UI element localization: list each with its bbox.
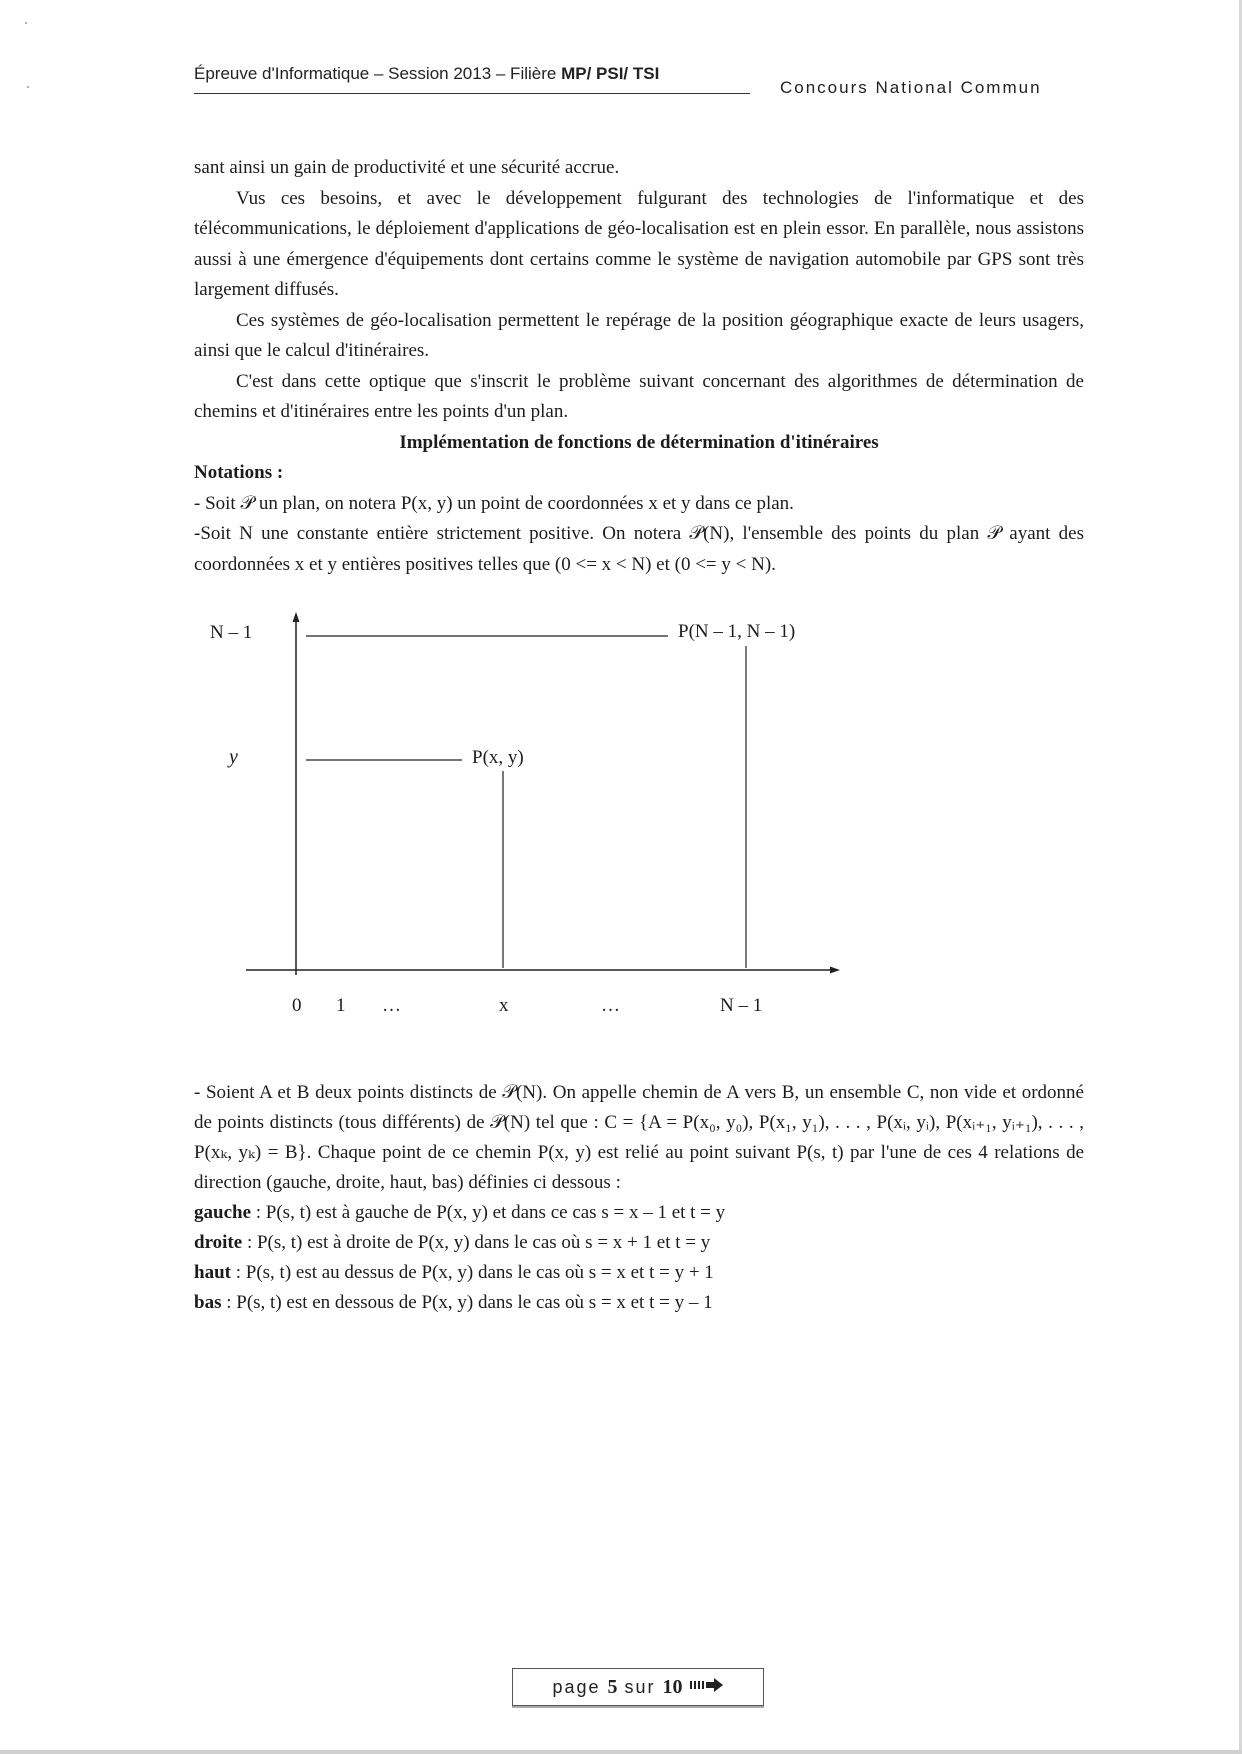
- contest-name: Concours National Commun: [780, 78, 1042, 97]
- x-tick-label: N – 1: [720, 995, 763, 1016]
- relation-label: bas: [194, 1292, 222, 1313]
- total-pages: 10: [662, 1675, 683, 1698]
- notation-grid: -Soit N une constante entière strictement positive. On notera 𝒫(N), l'ensemble des points du plan 𝒫 ayant des coordonnées x et y entières positives telles que (0 <= x < N) et (0 <= y < N).: [194, 523, 1084, 575]
- paragraph: Ces systèmes de géo-localisation permettent le repérage de la position géographique exacte de leurs usagers, ainsi que le calcul d'itinéraires.: [194, 309, 1084, 361]
- point-label-xy: P(x, y): [472, 747, 524, 768]
- paragraph: Vus ces besoins, et avec le développement fulgurant des technologies de l'informatique et des télécommunications, le déploiement d'applications de géo-localisation est en plein essor. En parallèle, nous assistons aussi à une émergence d'équipements dont certains comme le système de navigation automobile par GPS sont très largement diffusés.: [194, 187, 1084, 300]
- y-axis-arrowhead: [293, 612, 300, 622]
- path-definition-text: [194, 1078, 1084, 1318]
- next-page-arrow-icon: [690, 1677, 724, 1698]
- section-title: Implémentation de fonctions de détermination d'itinéraires: [399, 431, 879, 453]
- relation-bas: [194, 1288, 1084, 1318]
- relation-label: droite: [194, 1232, 243, 1253]
- exam-header-streams: MP/ PSI/ TSI: [561, 64, 660, 83]
- relation-text: : P(s, t) est en dessous de P(x, y) dans le cas où s = x et t = y – 1: [221, 1292, 713, 1313]
- x-tick-label: x: [499, 995, 509, 1016]
- relation-text: : P(s, t) est au dessus de P(x, y) dans le cas où s = x et t = y + 1: [230, 1262, 714, 1283]
- paragraph: C'est dans cette optique que s'inscrit le problème suivant concernant des algorithmes de détermination de chemins et d'itinéraires entre les points d'un plan.: [194, 370, 1084, 422]
- of-word: sur: [624, 1676, 656, 1697]
- page-word: page: [552, 1676, 601, 1697]
- relation-text: : P(s, t) est à droite de P(x, y) dans le cas où s = x + 1 et t = y: [242, 1232, 711, 1253]
- relation-label: haut: [194, 1262, 231, 1283]
- page-indicator-shadow: [512, 1706, 764, 1708]
- exam-header-text: Épreuve d'Informatique – Session 2013 – Filière: [194, 64, 562, 83]
- relation-label: gauche: [194, 1202, 251, 1223]
- x-tick-label: 1: [336, 995, 346, 1016]
- relation-droite: [194, 1228, 1084, 1258]
- paragraph: sant ainsi un gain de productivité et une sécurité accrue.: [194, 157, 620, 178]
- relation-text: : P(s, t) est à gauche de P(x, y) et dans ce cas s = x – 1 et t = y: [251, 1202, 726, 1223]
- notation-plane: - Soit 𝒫 un plan, on notera P(x, y) un point de coordonnées x et y dans ce plan.: [194, 492, 794, 514]
- page-indicator: [512, 1668, 764, 1706]
- x-tick-label: …: [601, 995, 620, 1016]
- page-number: 5: [607, 1675, 618, 1698]
- point-label-top-right: P(N – 1, N – 1): [678, 621, 796, 642]
- notations-heading: Notations :: [194, 462, 284, 483]
- x-axis-arrowhead: [830, 967, 840, 974]
- path-definition: - Soient A et B deux points distincts de 𝒫(N). On appelle chemin de A vers B, un ensemble C, non vide et ordonné de points distincts (tous différents) de 𝒫(N) tel que : C = {A = P(x₀, y₀), P(x₁, y₁), . . . , P(xᵢ, yᵢ), P(xᵢ₊₁, yᵢ₊₁), . . . , P(xₖ, yₖ) = B}. Chaque point de ce chemin P(x, y) est relié au point suivant P(s, t) par l'une de ces 4 relations de direction (gauche, droite, haut, bas) définies ci dessous :: [194, 1082, 1084, 1193]
- x-tick-label: …: [382, 995, 401, 1016]
- y-label-mid: y: [229, 746, 238, 768]
- relation-haut: [194, 1258, 1084, 1288]
- relation-gauche: [194, 1198, 1084, 1228]
- x-tick-label: 0: [292, 995, 302, 1016]
- y-label-top: N – 1: [210, 622, 253, 643]
